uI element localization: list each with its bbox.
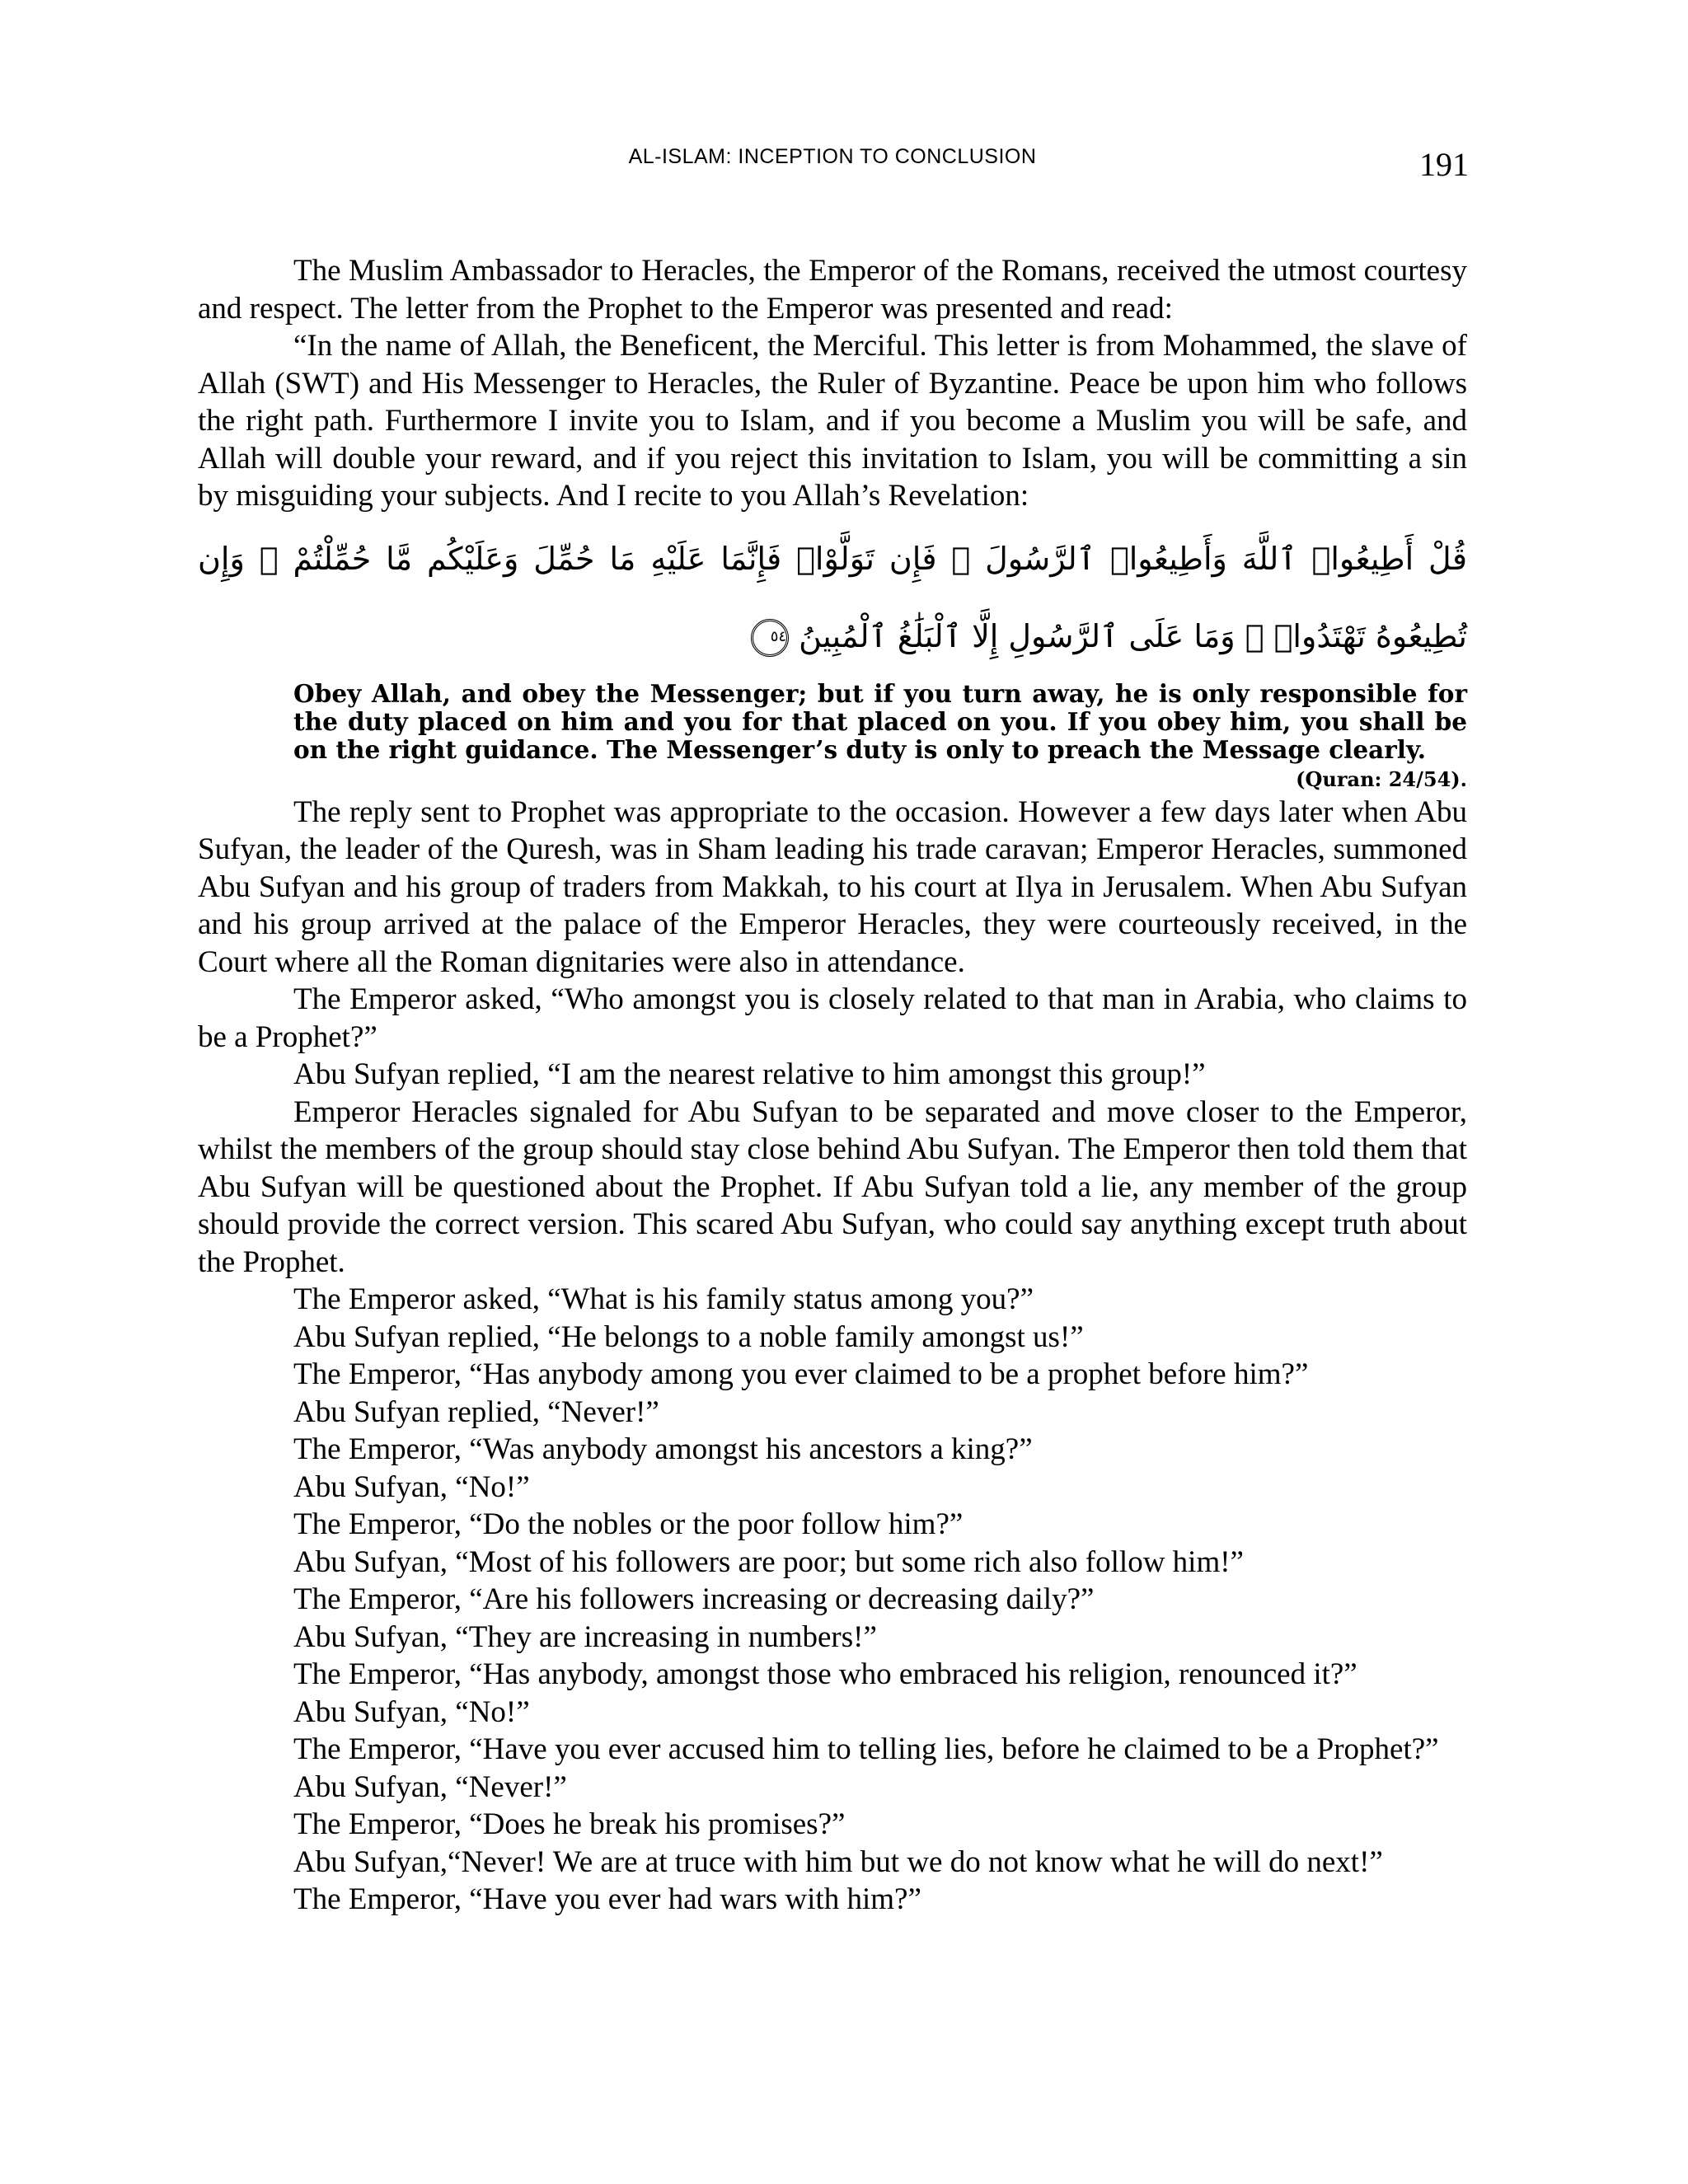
dialogue-line: Abu Sufyan, “Most of his followers are poor; but some rich also follow him!”	[293, 1544, 1244, 1579]
dialogue-line: Abu Sufyan, “No!”	[293, 1469, 530, 1504]
arabic-verse-text: قُلْ أَطِيعُوا۟ ٱللَّهَ وَأَطِيعُوا۟ ٱلرَّسُولَ ۖ فَإِن تَوَلَّوْا۟ فَإِنَّمَا عَلَيْهِ مَا حُمِّلَ وَعَلَيْكُم مَّا حُمِّلْتُمْ ۖ وَإِن تُطِيعُوهُ تَهْتَدُوا۟ ۚ وَمَا عَلَى ٱلرَّسُولِ إِلَّا ٱلْبَلَٰغُ ٱلْمُبِينُ	[198, 540, 1467, 654]
quran-translation: Obey Allah, and obey the Messenger; but if you turn away, he is only responsible for the duty placed on him and you for that placed on you. If you obey him, you shall be on the right guidance. The Messenger’s duty is only to preach the Message clearly.	[293, 678, 1467, 764]
paragraph-reply: The reply sent to Prophet was appropriate to the occasion. However a few days later when Abu Sufyan, the leader of the Quresh, was in Sham leading his trade caravan; Emperor Heracles, summoned Abu Sufyan and his group of traders from Makkah, to his court at Ilya in Jerusalem. When Abu Sufyan and his group arrived at the palace of the Emperor Heracles, they were courteously received, in the Court where all the Roman dignitaries were also in attendance.	[198, 794, 1467, 979]
quran-citation: (Quran: 24/54).	[1296, 766, 1467, 791]
dialogue-line: The Emperor, “Have you ever accused him to telling lies, before he claimed to be a Prophet?”	[293, 1732, 1439, 1766]
paragraph-emperor-question: The Emperor asked, “Who amongst you is closely related to that man in Arabia, who claims to be a Prophet?”	[198, 982, 1467, 1054]
dialogue-line: The Emperor, “Was anybody amongst his ancestors a king?”	[293, 1432, 1033, 1466]
dialogue-line: The Emperor, “Have you ever had wars with him?”	[293, 1882, 921, 1916]
dialogue-line: The Emperor, “Has anybody among you ever claimed to be a prophet before him?”	[293, 1357, 1309, 1391]
dialogue-line: The Emperor, “Has anybody, amongst those who embraced his religion, renounced it?”	[293, 1657, 1357, 1691]
dialogue-line: The Emperor, “Do the nobles or the poor follow him?”	[293, 1507, 964, 1541]
paragraph-ambassador: The Muslim Ambassador to Heracles, the Emperor of the Romans, received the utmost courtesy and respect. The letter from the Prophet to the Emperor was presented and read:	[198, 254, 1467, 326]
dialogue-line: Abu Sufyan,“Never! We are at truce with him but we do not know what he will do next!”	[293, 1844, 1383, 1879]
paragraph-letter: “In the name of Allah, the Beneficent, the Merciful. This letter is from Mohammed, the slave of Allah (SWT) and His Messenger to Heracles, the Ruler of Byzantine. Peace be upon him who follows the right path. Furthermore I invite you to Islam, and if you become a Muslim you will be safe, and Allah will double your reward, and if you reject this invitation to Islam, you will be committing a sin by misguiding your subjects. And I recite to you Allah’s Revelation:	[198, 329, 1467, 513]
paragraph-abu-sufyan-reply: Abu Sufyan replied, “I am the nearest relative to him amongst this group!”	[293, 1057, 1206, 1091]
dialogue-line: The Emperor, “Are his followers increasing or decreasing daily?”	[293, 1582, 1095, 1616]
dialogue-line: The Emperor asked, “What is his family status among you?”	[293, 1282, 1034, 1316]
dialogue-line: The Emperor, “Does he break his promises?”	[293, 1807, 846, 1841]
page-number: 191	[1419, 146, 1469, 183]
page-body	[198, 252, 1467, 1919]
dialogue-line: Abu Sufyan, “Never!”	[293, 1769, 567, 1804]
running-header: AL-ISLAM: INCEPTION TO CONCLUSION	[628, 145, 1037, 168]
dialogue-line: Abu Sufyan replied, “Never!”	[293, 1394, 659, 1429]
dialogue-line: Abu Sufyan, “No!”	[293, 1694, 530, 1729]
verse-number-icon: ٥٤	[751, 619, 789, 657]
paragraph-heracles-signal: Emperor Heracles signaled for Abu Sufyan to be separated and move closer to the Emperor, whilst the members of the group should stay close behind Abu Sufyan. The Emperor then told them that Abu Sufyan will be questioned about the Prophet. If Abu Sufyan told a lie, any member of the group should provide the correct version. This scared Abu Sufyan, who could say anything except truth about the Prophet.	[198, 1094, 1467, 1279]
quran-arabic-verse	[198, 515, 1467, 675]
dialogue-line: Abu Sufyan replied, “He belongs to a noble family amongst us!”	[293, 1319, 1084, 1354]
dialogue-line: Abu Sufyan, “They are increasing in numbers!”	[293, 1619, 877, 1654]
